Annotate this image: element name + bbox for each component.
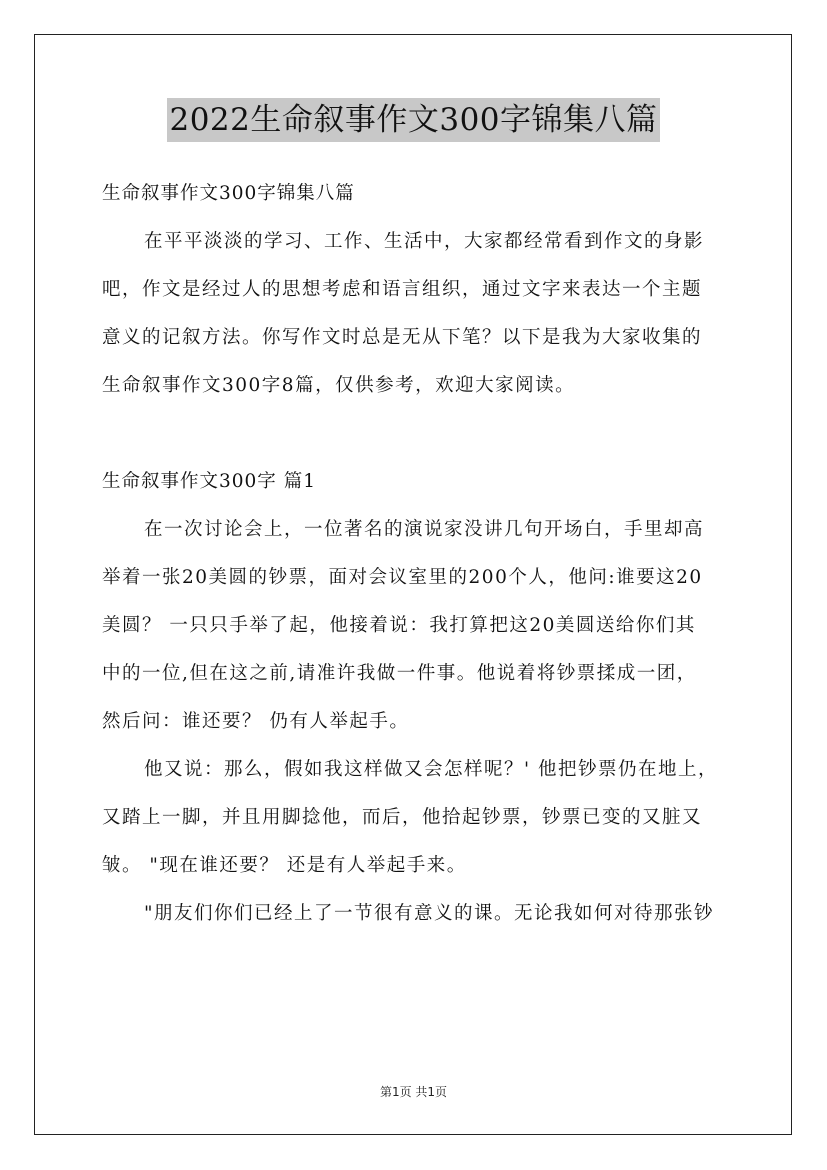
- document-body: [102, 170, 742, 938]
- text-line: 吧，作文是经过人的思想考虑和语言组织，通过文字来表达一个主题: [102, 279, 703, 300]
- text-line: 皱。 "现在谁还要？ 还是有人举起手来。: [102, 855, 467, 876]
- text-line: "朋友们你们已经上了一节很有意义的课。无论我如何对待那张钞: [144, 903, 715, 924]
- text-line: 生命叙事作文300字锦集八篇: [102, 183, 355, 204]
- text-line: 意义的记叙方法。你写作文时总是无从下笔？以下是我为大家收集的: [102, 327, 703, 348]
- text-line: 他又说：那么，假如我这样做又会怎样呢？' 他把钞票仍在地上，: [144, 759, 718, 780]
- title-container: [0, 98, 827, 142]
- document-title: 2022生命叙事作文300字锦集八篇: [167, 98, 659, 142]
- text-line: 在平平淡淡的学习、工作、生活中，大家都经常看到作文的身影: [144, 231, 705, 252]
- text-line: 在一次讨论会上，一位著名的演说家没讲几句开场白，手里却高: [144, 519, 705, 540]
- page-footer: 第1页 共1页: [379, 1085, 448, 1099]
- text-line: 又踏上一脚，并且用脚捻他，而后，他拾起钞票，钞票已变的又脏又: [102, 807, 703, 828]
- paragraph-gap: [102, 410, 742, 458]
- text-line: 中的一位,但在这之前,请准许我做一件事。他说着将钞票揉成一团，: [102, 663, 697, 684]
- text-line: 举着一张20美圆的钞票，面对会议室里的200个人，他问:谁要这20: [102, 567, 703, 588]
- section-heading: 生命叙事作文300字 篇1: [102, 471, 316, 492]
- text-line: 然后问：谁还要？ 仍有人举起手。: [102, 711, 410, 732]
- text-line: 生命叙事作文300字8篇，仅供参考，欢迎大家阅读。: [102, 375, 576, 396]
- text-line: 美圆？ 一只只手举了起，他接着说：我打算把这20美圆送给你们其: [102, 615, 696, 636]
